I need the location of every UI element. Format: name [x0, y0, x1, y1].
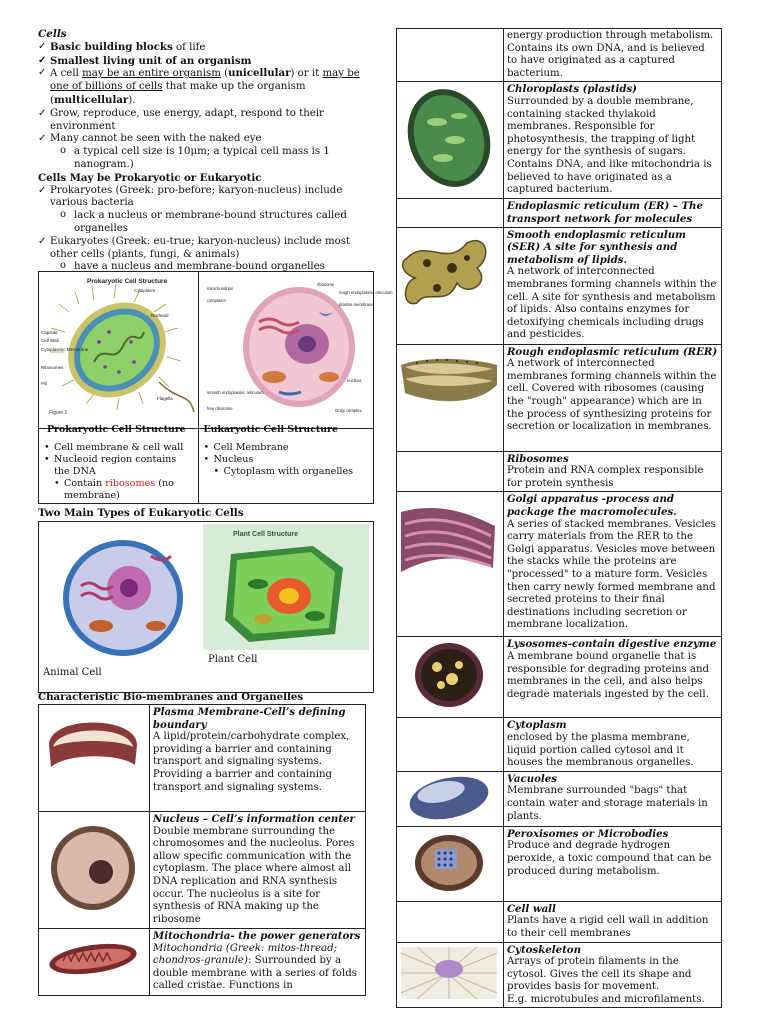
cytoplasm-title: Cytoplasm	[506, 719, 567, 732]
ribosomes-image-cell	[397, 451, 504, 492]
lysosome-body: A membrane bound organelle that is responsible for degrading proteins and membranes in the cell, and also helps degrade materials ingested by the cell.	[506, 650, 710, 700]
plasma-membrane-image-cell	[39, 705, 150, 812]
golgi-body: A series of stacked membranes. Vesicles carry materials from the RER to the Golgi apparatus. Vesicles move between the stacks while the proteins are "processed" to a mature form. Vesicles then carry newly formed membrane and secreted proteins to their final destinations including secretion or membrane localization.	[506, 518, 716, 631]
pro-label-pili: Pili	[41, 381, 48, 386]
prokaryote-image-cell	[39, 272, 199, 435]
section-heading-pro-euk: Cells May be Prokaryotic or Eukaryotic	[38, 171, 262, 184]
mitochondria-title: Mitochondria- the power generators	[152, 930, 361, 942]
euk-list-cell	[198, 429, 374, 504]
plasma-membrane-title: Plasma Membrane-Cell’s defining boundary	[152, 706, 346, 731]
nucleus-icon	[39, 812, 147, 924]
figure-label: Figure 1	[49, 410, 68, 416]
chloroplast-image-cell	[397, 82, 504, 199]
peroxisome-image-cell	[397, 826, 504, 901]
right-organelle-table	[396, 28, 722, 1008]
rer-image-cell	[397, 344, 504, 451]
mito-cont-image-cell	[397, 29, 504, 82]
pro-label-cell-wall: Cell Wall	[41, 338, 59, 343]
two-types-box	[38, 521, 374, 693]
pro-label-ribosomes: Ribosomes	[41, 365, 64, 370]
mitochondria-text-cell	[149, 929, 365, 996]
bullet-naked-eye: ✓ Many cannot be seen with the naked eye	[38, 133, 374, 146]
euk-label-ribosome: ribosome	[316, 282, 334, 287]
ser-image-cell	[397, 227, 504, 344]
lysosome-image-cell	[397, 637, 504, 718]
pro-item-ribosomes: • Contain ribosomes (no membrane)	[44, 478, 195, 502]
ser-icon	[397, 228, 501, 338]
rer-title: Rough endoplasmic reticulum (RER)	[506, 345, 718, 358]
euk-label-mitochondrion: mitochondrion	[206, 286, 233, 291]
cytoplasm-text-cell	[503, 718, 721, 771]
cytoskeleton-image-cell	[397, 942, 504, 1008]
cytoskeleton-body: Arrays of protein filaments in the cytosol. Gives the cell its shape and provides basis for movement. E.g. microtubules and microfilaments.	[506, 956, 705, 1005]
peroxisome-text-cell	[503, 826, 721, 901]
two-types-title: Two Main Types of Eukaryotic Cells	[38, 507, 244, 519]
mitochondria-image-cell	[39, 929, 150, 996]
bullet-prokaryotes: ✓ Prokaryotes (Greek: pro-before; karyon-nucleus) include various bacteria	[38, 185, 374, 211]
cell-wall-title: Cell wall	[506, 902, 556, 915]
bullet-grow: ✓ Grow, reproduce, use energy, adapt, respond to their environment	[38, 108, 374, 134]
ser-body: A network of interconnected membranes forming channels within the cell. A site for synthesis and metabolism of lipids. Also contains enzymes for detoxifying chemicals including drugs and pesticides.	[506, 266, 717, 341]
cell-wall-image-cell	[397, 901, 504, 942]
ser-text-cell	[503, 227, 721, 344]
left-organelle-table	[38, 704, 366, 996]
nucleus-body: Double membrane surrounding the chromosomes and the nucleolus. Pores allow specific communication with the cytoplasm. The place where almost all DNA replication and RNA synthesis occur. The nucleolus is a site for synthesis of RNA making up the ribosome	[152, 825, 355, 925]
peroxisome-icon	[397, 827, 501, 897]
lysosome-title: Lysosomes-contain digestive enzyme	[506, 638, 717, 651]
euk-label-golgi: Golgi complex	[334, 408, 362, 413]
cell-wall-body: Plants have a rigid cell wall in addition to their cell membranes	[506, 915, 709, 939]
golgi-text-cell	[503, 492, 721, 637]
cytoskeleton-text-cell	[503, 942, 721, 1008]
eukaryote-image-cell	[198, 272, 393, 435]
animal-cell-label: Animal Cell	[43, 667, 102, 678]
rer-body: A network of interconnected membranes forming channels within the cell. Covered with ribosomes (causing the "rough" appearance) which are in the process of synthesizing proteins for secretion or localization in membranes.	[506, 358, 717, 433]
euk-label-rer: rough endoplasmic reticulum	[338, 290, 393, 295]
cytoplasm-image-cell	[397, 718, 504, 771]
chloroplast-text-cell	[503, 82, 721, 199]
euk-label-free-ribosome: free ribosome	[206, 406, 233, 411]
rer-text-cell	[503, 344, 721, 451]
euk-item-nucleus: • Nucleus	[204, 454, 371, 466]
pro-label-cytoplasm: Cytoplasm	[134, 288, 156, 293]
euk-item-cytoplasm: • Cytoplasm with organelles	[204, 466, 371, 478]
pro-item-nucleoid: • Nucleoid region contains the DNA	[44, 454, 195, 478]
chloroplast-title: Chloroplasts (plastids)	[506, 83, 638, 96]
peroxisome-title: Peroxisomes or Microbodies	[506, 827, 669, 840]
ribosomes-text-cell	[503, 451, 721, 492]
nucleus-text-cell	[149, 812, 365, 929]
vacuoles-text-cell	[503, 771, 721, 826]
er-image-cell	[397, 199, 504, 227]
euk-label-plasma: plasma membrane	[338, 302, 374, 307]
mito-cont-body: energy production through metabolism. Contains its own DNA, and is believed to have originated as a captured bacterium.	[506, 30, 714, 79]
cytoplasm-body: enclosed by the plasma membrane, liquid portion called cytosol and it houses the membranous organelles.	[506, 731, 694, 769]
euk-label-nucleus: nucleus	[346, 378, 361, 383]
plasma-membrane-text-cell	[149, 705, 365, 812]
rer-icon	[397, 345, 501, 447]
mitochondria-body: Mitochondria (Greek: mitos-thread; chondros-granule): Surrounded by a double membrane with a series of folds called cristae. Functions in	[152, 942, 357, 992]
golgi-icon	[397, 492, 501, 632]
plant-figure-title: Plant Cell Structure	[233, 531, 298, 538]
pro-label-flagella: Flagella	[157, 396, 173, 401]
sub-eukaryotes: o have a nucleus and membrane-bound organelles	[38, 261, 374, 274]
bullet-smallest-unit: ✓ Smallest living unit of an organism	[38, 55, 374, 68]
intro-section	[38, 28, 374, 274]
golgi-image-cell	[397, 492, 504, 637]
lysosome-icon	[397, 637, 501, 713]
euk-label-cytoplasm: cytoplasm	[206, 298, 226, 303]
vacuoles-image-cell	[397, 771, 504, 826]
bullet-building-blocks: ✓ Basic building blocks of life	[38, 41, 374, 55]
chloroplast-icon	[397, 82, 501, 194]
plasma-membrane-icon	[39, 705, 147, 807]
animal-cell-figure	[41, 526, 199, 664]
cell-wall-text-cell	[503, 901, 721, 942]
peroxisome-body: Produce and degrade hydrogen peroxide, a toxic compound that can be produced during metabolism.	[506, 840, 712, 877]
vacuole-icon	[397, 772, 501, 822]
cytoskeleton-title: Cytoskeleton	[506, 943, 582, 956]
ribosomes-body: Protein and RNA complex responsible for protein synthesis	[506, 465, 704, 489]
plant-cell-figure	[203, 524, 369, 650]
bullet-eukaryotes: ✓ Eukaryotes (Greek: eu-true; karyon-nucleus) include most other cells (plants, fungi, & animals)	[38, 236, 374, 262]
pro-label-nucleoid: Nucleoid	[151, 313, 169, 318]
vacuoles-title: Vacuoles	[506, 772, 557, 785]
chloroplast-body: Surrounded by a double membrane, containing stacked thylakoid membranes. Responsible for photosynthesis, the trapping of light energy for the synthesis of sugars. Contains DNA, and like mitochondria is believed to have originated as a captured bacterium.	[506, 95, 712, 196]
pro-label-capsule: Capsule	[41, 330, 58, 335]
vacuoles-body: Membrane surrounded "bags" that contain water and storage materials in plants.	[506, 785, 708, 822]
euk-label-ser: smooth endoplasmic reticulum	[206, 390, 264, 395]
cytoskeleton-icon	[397, 943, 501, 1003]
prokaryotic-cell-figure	[39, 272, 197, 424]
eukaryotic-cell-figure	[199, 272, 393, 424]
ser-title: Smooth endoplasmic reticulum (SER) A site for synthesis and metabolism of lipids.	[506, 228, 686, 266]
er-text-cell	[503, 199, 721, 227]
cell-compare-table	[38, 271, 393, 504]
bullet-organism: ✓ A cell may be an entire organism (unicellular) or it may be one of billions of cells that make up the organism (multicellular).	[38, 67, 374, 107]
plasma-membrane-body: A lipid/protein/carbohydrate complex, providing a barrier and containing transport and signaling systems. Providing a barrier and containing transport and signaling systems.	[152, 731, 350, 793]
lysosome-text-cell	[503, 637, 721, 718]
golgi-title: Golgi apparatus -process and package the macromolecules.	[506, 493, 677, 518]
nucleus-title: Nucleus – Cell’s information center	[152, 813, 355, 825]
mitochondria-icon	[39, 929, 147, 991]
intro-title: Cells	[38, 28, 67, 40]
plant-cell-label: Plant Cell	[208, 654, 258, 665]
ribosomes-title: Ribosomes	[506, 452, 569, 465]
sub-prokaryotes: o lack a nucleus or membrane-bound structures called organelles	[38, 210, 374, 236]
sub-cell-size: o a typical cell size is 10μm; a typical cell mass is 1 nanogram.)	[38, 146, 374, 172]
er-title: Endoplasmic reticulum (ER) – The transport network for molecules	[506, 200, 703, 225]
mito-cont-text-cell	[503, 29, 721, 82]
organelles-title: Characteristic Bio-membranes and Organelles	[38, 691, 304, 703]
pro-label-membrane: Cytoplasmic Membrane	[41, 347, 89, 352]
pro-item-membrane: • Cell membrane & cell wall	[44, 442, 195, 454]
pro-caption: Prokaryotic Cell Structure	[47, 424, 186, 435]
euk-item-membrane: • Cell Membrane	[204, 442, 371, 454]
euk-caption: Eukaryotic Cell Structure	[203, 424, 338, 435]
nucleus-image-cell	[39, 812, 150, 929]
pro-figure-title: Prokaryotic Cell Structure	[87, 278, 168, 285]
pro-list-cell	[39, 429, 199, 504]
